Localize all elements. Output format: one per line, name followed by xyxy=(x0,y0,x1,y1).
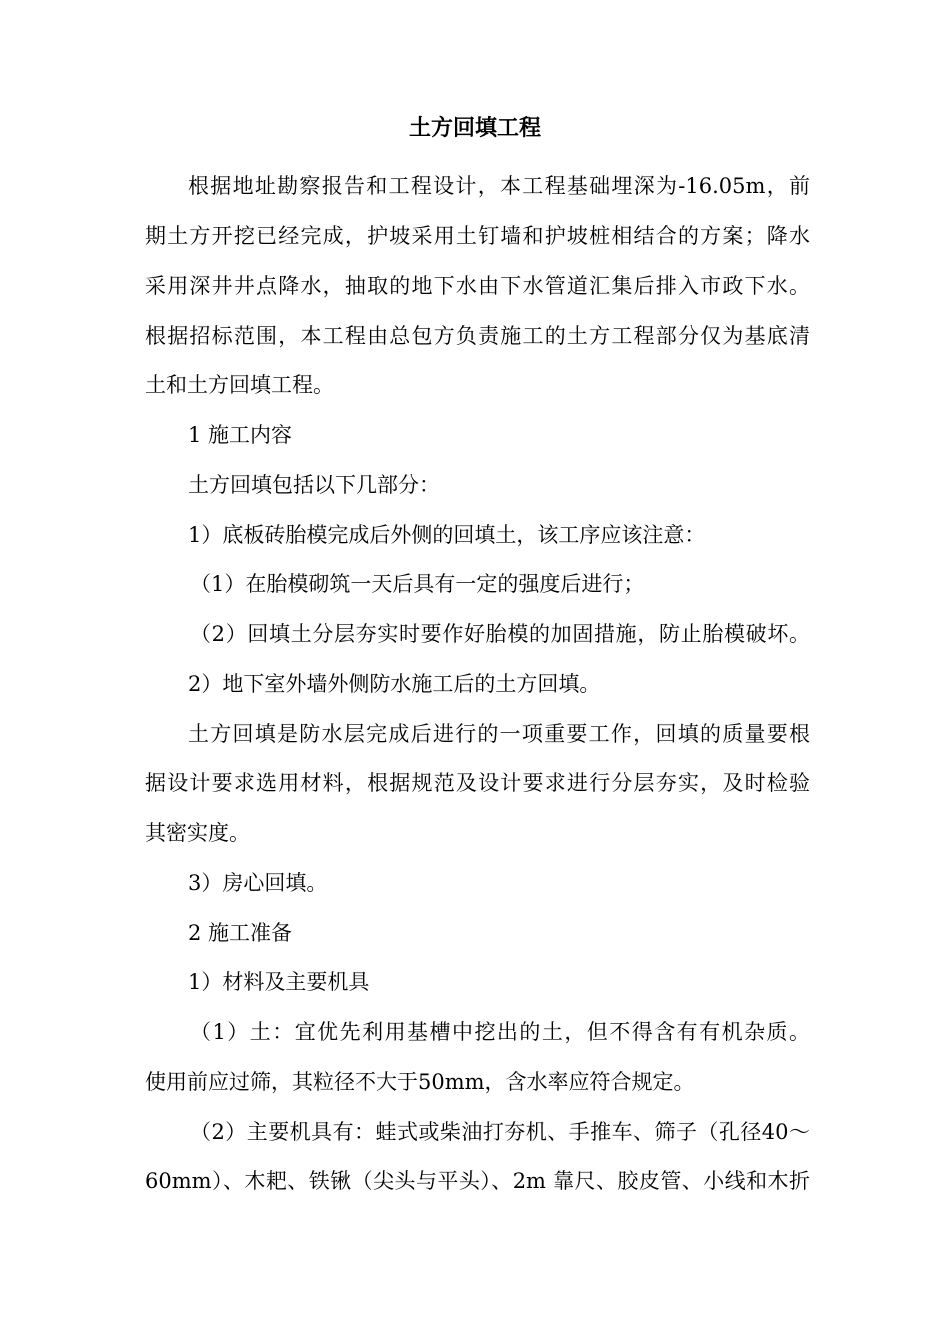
paragraph-line: 使用前应过筛，其粒径不大于50mm，含水率应符合规定。 xyxy=(145,1070,695,1094)
list-item: 3）房心回填。 xyxy=(188,871,328,895)
sub-list-item: （2）回填土分层夯实时要作好胎模的加固措施，防止胎模破坏。 xyxy=(190,622,810,646)
paragraph-line: 据设计要求选用材料，根据规范及设计要求进行分层夯实，及时检验 xyxy=(145,771,810,795)
paragraph-line: 其密实度。 xyxy=(145,821,250,845)
paragraph-line: 采用深井井点降水，抽取的地下水由下水管道汇集后排入市政下水。 xyxy=(145,274,810,298)
list-item: 1）材料及主要机具 xyxy=(188,970,370,994)
section-heading: 2 施工准备 xyxy=(188,921,293,945)
sub-list-item: （1）在胎模砌筑一天后具有一定的强度后进行； xyxy=(190,572,645,596)
paragraph-line: 土方回填是防水层完成后进行的一项重要工作，回填的质量要根 xyxy=(188,722,810,746)
document-title: 土方回填工程 xyxy=(408,115,541,141)
sub-list-item: （1）土：宜优先利用基槽中挖出的土，但不得含有有机杂质。 xyxy=(190,1020,810,1044)
paragraph-line: 土方回填包括以下几部分： xyxy=(188,473,440,497)
sub-list-item: （2）主要机具有：蛙式或柴油打夯机、手推车、筛子（孔径40～ xyxy=(190,1120,810,1144)
section-heading: 1 施工内容 xyxy=(188,423,293,447)
list-item: 2）地下室外墙外侧防水施工后的土方回填。 xyxy=(188,672,601,696)
paragraph-line: 根据地址勘察报告和工程设计，本工程基础埋深为-16.05m，前 xyxy=(188,174,810,198)
list-item: 1）底板砖胎模完成后外侧的回填土，该工序应该注意： xyxy=(188,523,706,547)
paragraph-line: 期土方开挖已经完成，护坡采用土钉墙和护坡桩相结合的方案；降水 xyxy=(145,224,810,248)
paragraph-line: 60mm）、木耙、铁锹（尖头与平头）、2m 靠尺、胶皮管、小线和木折 xyxy=(145,1169,810,1193)
paragraph-line: 根据招标范围，本工程由总包方负责施工的土方工程部分仅为基底清 xyxy=(145,324,810,348)
paragraph-line: 土和土方回填工程。 xyxy=(145,373,334,397)
